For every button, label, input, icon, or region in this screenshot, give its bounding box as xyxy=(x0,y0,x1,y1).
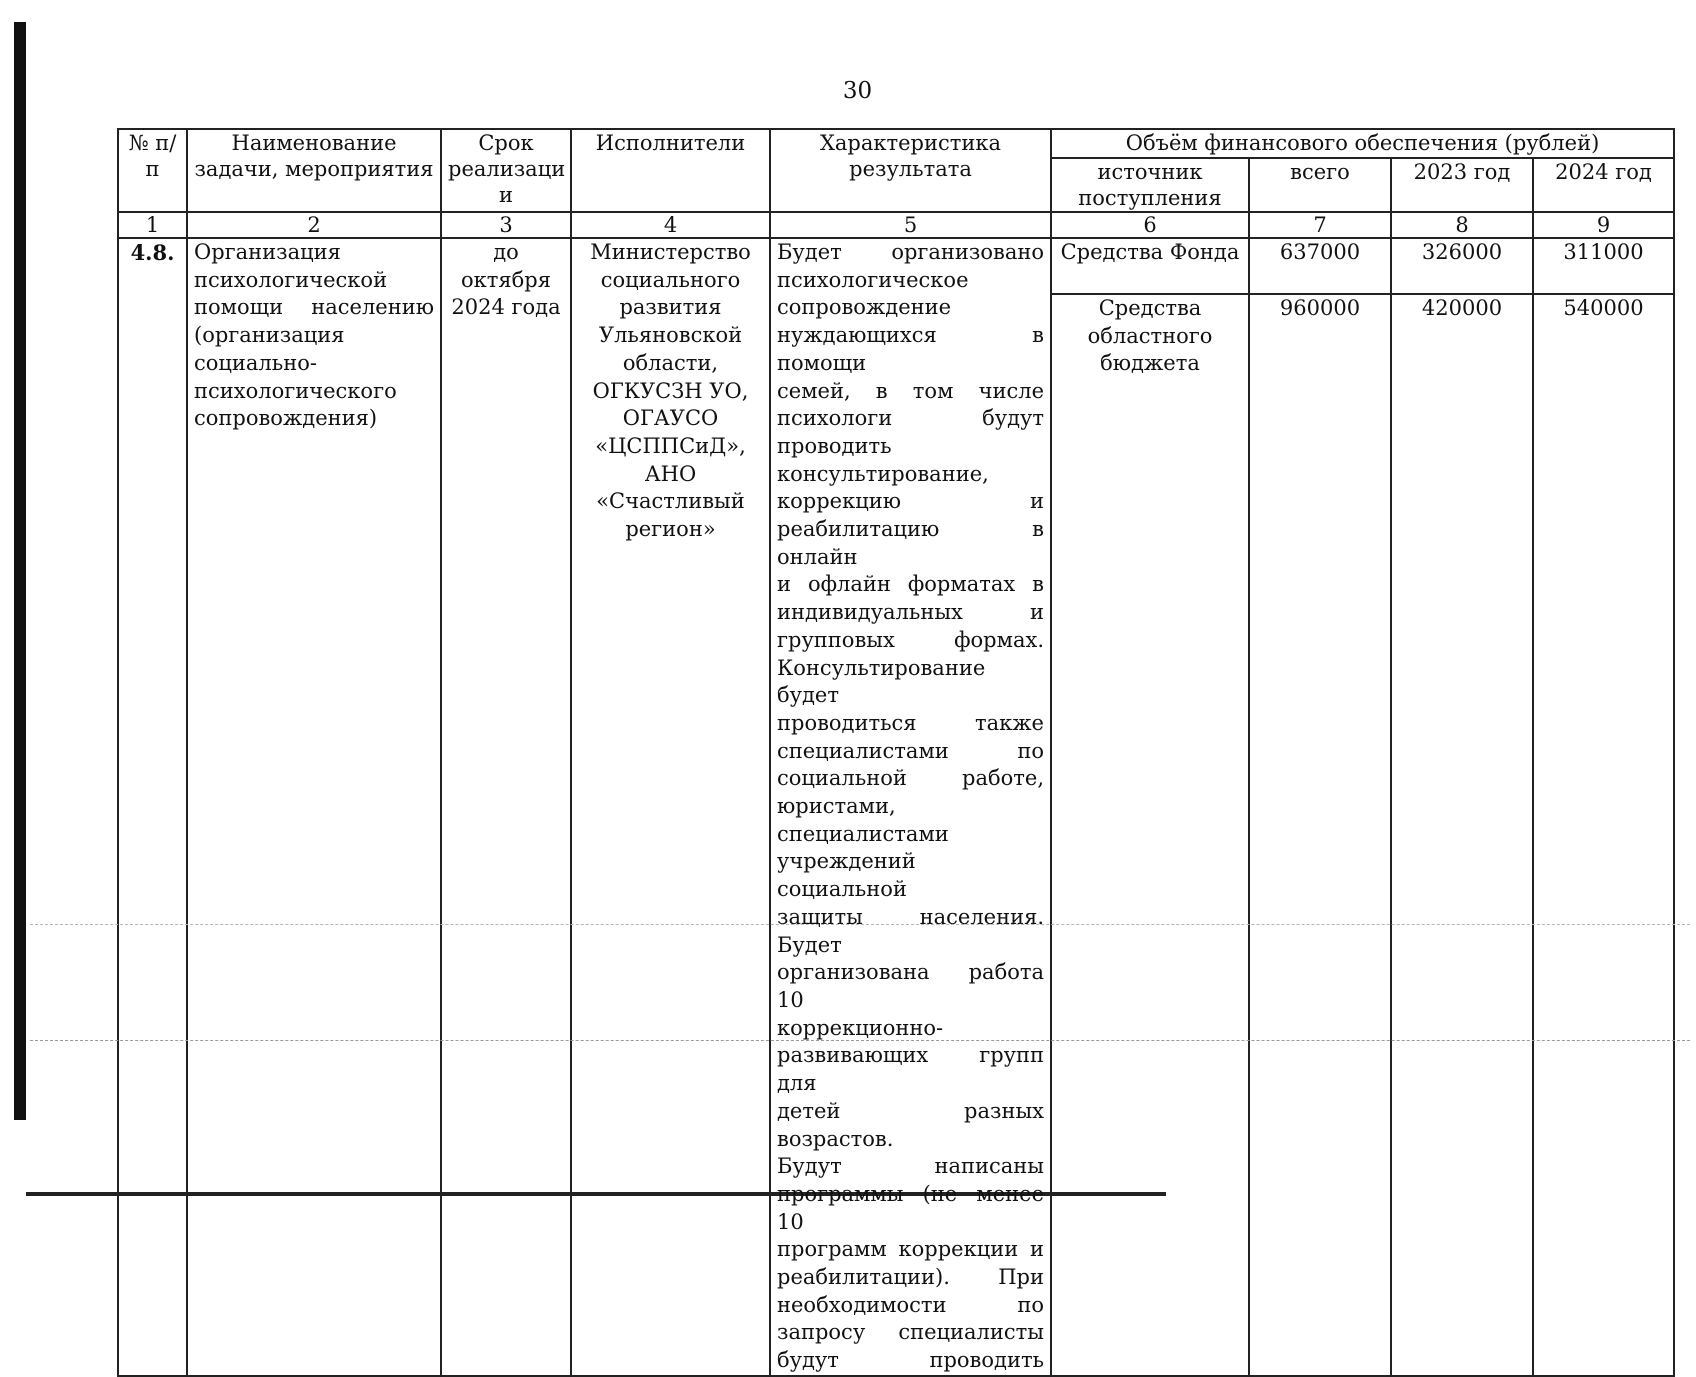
row-term: до октября 2024 года xyxy=(441,238,571,1376)
header-finance-group: Объём финансового обеспечения (рублей) xyxy=(1051,129,1674,158)
header-total: всего xyxy=(1249,158,1391,212)
header-name: Наименование задачи, мероприятия xyxy=(187,129,441,212)
col-num-6: 6 xyxy=(1051,212,1249,238)
header-executors: Исполнители xyxy=(571,129,770,212)
funding-source-regional: Средства областного бюджета xyxy=(1051,294,1249,1376)
col-num-7: 7 xyxy=(1249,212,1391,238)
page-number: 30 xyxy=(842,78,873,104)
col-num-4: 4 xyxy=(571,212,770,238)
header-row-1 xyxy=(118,129,1674,158)
funding-source-fund: Средства Фонда xyxy=(1051,238,1249,294)
header-2023: 2023 год xyxy=(1391,158,1533,212)
header-source: источник поступления xyxy=(1051,158,1249,212)
row-executors: Министерство социального развития Ульяновской области, ОГКУСЗН УО, ОГАУСО «ЦСППСиД», АНО «Счастливый регион» xyxy=(571,238,770,1376)
funding-regional-2024: 540000 xyxy=(1533,294,1674,1376)
col-num-5: 5 xyxy=(770,212,1051,238)
financing-table xyxy=(117,128,1675,1377)
col-num-1: 1 xyxy=(118,212,187,238)
row-name: Организация психологической помощи населению (организация социально- психологического сопровождения) xyxy=(187,238,441,1376)
col-num-3: 3 xyxy=(441,212,571,238)
header-num: № п/п xyxy=(118,129,187,212)
header-term: Срок реализаци и xyxy=(441,129,571,212)
row-number: 4.8. xyxy=(118,238,187,1376)
col-num-8: 8 xyxy=(1391,212,1533,238)
funding-regional-total: 960000 xyxy=(1249,294,1391,1376)
column-number-row xyxy=(118,212,1674,238)
funding-fund-2024: 311000 xyxy=(1533,238,1674,294)
scan-noise-line xyxy=(30,1040,1690,1041)
funding-regional-2023: 420000 xyxy=(1391,294,1533,1376)
col-num-2: 2 xyxy=(187,212,441,238)
header-result: Характеристика результата xyxy=(770,129,1051,212)
scan-noise-line xyxy=(30,924,1690,925)
header-2024: 2024 год xyxy=(1533,158,1674,212)
funding-fund-total: 637000 xyxy=(1249,238,1391,294)
funding-fund-2023: 326000 xyxy=(1391,238,1533,294)
scan-edge-left xyxy=(14,22,26,1120)
row-result: Будет организовано психологическое сопровождение нуждающихся в помощи семей, в том числе психологи будут проводить консультирование, коррекцию и реабилитацию в онлайн и офлайн форматах в индивидуальных и групповых формах. Консультирование будет проводиться также специалистами по социальной работе, юристами, специалистами учреждений социальной защиты населения. Будет организована работа 10 коррекционно- развивающих групп для детей разных возрастов. Будут написаны программы (не менее 10 программ коррекции и реабилитации). При необходимости по запросу специалисты будут проводить xyxy=(770,238,1051,1376)
table-row xyxy=(118,238,1674,294)
col-num-9: 9 xyxy=(1533,212,1674,238)
